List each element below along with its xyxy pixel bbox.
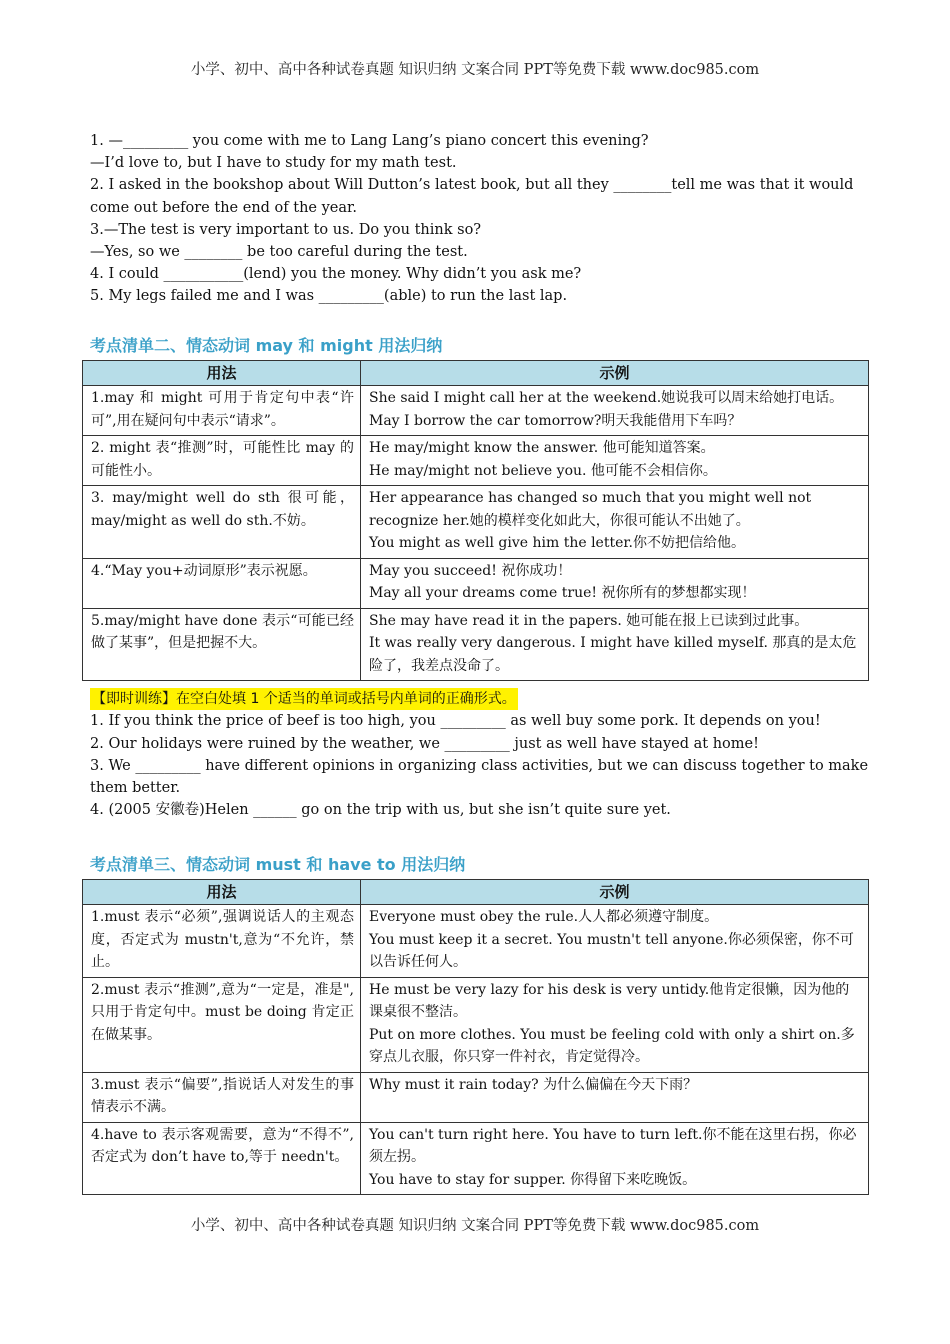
may-might-table [82, 360, 869, 681]
example-line: He must be very lazy for his desk is very untidy.他肯定很懒，因为他的课桌很不整洁。 [369, 981, 850, 1020]
example-line: May I borrow the car tomorrow?明天我能借用下车吗？ [369, 412, 742, 429]
example-line: Her appearance has changed so much that you might well not recognize her.她的模样变化如此大，你很可能认不出她了。 [369, 490, 812, 529]
example-cell [361, 1122, 869, 1195]
column-header-example: 示例 [361, 880, 869, 905]
exercise-line: 2. I asked in the bookshop about Will Dutton’s latest book, but all they ________tell me was that it would come out before the end of the year. [90, 177, 854, 216]
exercise-line: —I’d love to, but I have to study for my math test. [90, 155, 457, 172]
exercise-line: —Yes, so we ________ be too careful during the test. [90, 244, 468, 261]
example-line: You might as well give him the letter.你不妨把信给他。 [369, 535, 745, 551]
example-cell [361, 1072, 869, 1122]
page-header: 小学、初中、高中各种试卷真题 知识归纳 文案合同 PPT等免费下载 www.doc985.com [190, 62, 760, 78]
exercise-line: 4. I could ___________(lend) you the money. Why didn’t you ask me? [90, 266, 582, 283]
table-row [83, 608, 869, 681]
table-row [83, 386, 869, 436]
example-line: Why must it rain today? 为什么偏偏在今天下雨？ [369, 1076, 698, 1093]
example-cell [361, 386, 869, 436]
usage-cell: 2.must 表示“推测”,意为“一定是，准是",只用于肯定句中。must be doing 肯定正在做某事。 [83, 977, 361, 1072]
example-line: You can't turn right here. You have to turn left.你不能在这里右拐，你必须左拐。 [369, 1126, 857, 1165]
example-cell [361, 486, 869, 559]
example-line: You must keep it a secret. You mustn't tell anyone.你必须保密，你不可以告诉任何人。 [369, 931, 854, 970]
usage-cell: 1.may 和 might 可用于肯定句中表“许可”,用在疑问句中表示“请求”。 [83, 386, 361, 436]
section-3-title: 考点清单三、情态动词 must 和 have to 用法归纳 [90, 855, 466, 874]
usage-cell: 3.must 表示“偏要”,指说话人对发生的事情表示不满。 [83, 1072, 361, 1122]
column-header-usage: 用法 [83, 880, 361, 905]
section-2-title: 考点清单二、情态动词 may 和 might 用法归纳 [90, 336, 443, 355]
drill-title: 【即时训练】在空白处填 1 个适当的单词或括号内单词的正确形式。 [90, 688, 518, 710]
drill-item: 2. Our holidays were ruined by the weather, we _________ just as well have stayed at home! [90, 735, 759, 752]
example-cell [361, 608, 869, 681]
usage-cell: 5.may/might have done 表示“可能已经做了某事”，但是把握不大。 [83, 608, 361, 681]
drill-item: 3. We _________ have different opinions in organizing class activities, but we can discuss together to make them better. [90, 757, 869, 797]
example-line: May you succeed! 祝你成功！ [369, 562, 572, 579]
table-row [83, 436, 869, 486]
drill-item: 1. If you think the price of beef is too high, you _________ as well buy some pork. It depends on you! [90, 713, 821, 730]
exercise-line: 5. My legs failed me and I was _________(able) to run the last lap. [90, 288, 568, 305]
example-line: May all your dreams come true! 祝你所有的梦想都实现！ [369, 585, 756, 601]
usage-cell: 3. may/might well do sth 很可能，may/might as well do sth.不妨。 [83, 486, 361, 559]
example-cell [361, 977, 869, 1072]
example-line: He may/might know the answer. 他可能知道答案。 [369, 440, 715, 456]
usage-cell: 2. might 表“推测”时，可能性比 may 的可能性小。 [83, 436, 361, 486]
column-header-usage: 用法 [83, 361, 361, 386]
example-line: She may have read it in the papers. 她可能在报上已读到过此事。 [369, 612, 809, 629]
example-line: Everyone must obey the rule.人人都必须遵守制度。 [369, 909, 719, 925]
must-have-to-table [82, 879, 869, 1195]
drill-block [90, 688, 870, 822]
example-line: She said I might call her at the weekend.她说我可以周末给她打电话。 [369, 390, 844, 406]
example-line: He may/might not believe you. 他可能不会相信你。 [369, 462, 717, 479]
exercise-block-1 [90, 130, 870, 308]
example-line: Put on more clothes. You must be feeling cold with only a shirt on.多穿点儿衣服，你只穿一件衬衣，肯定觉得冷。 [369, 1026, 855, 1065]
usage-cell: 1.must 表示“必须”,强调说话人的主观态度，否定式为 mustn't,意为“不允许，禁止。 [83, 905, 361, 978]
example-cell [361, 436, 869, 486]
exercise-line: 3.—The test is very important to us. Do you think so? [90, 221, 482, 238]
example-cell [361, 905, 869, 978]
exercise-line: 1. —_________ you come with me to Lang Lang’s piano concert this evening? [90, 133, 649, 149]
table-row [83, 1122, 869, 1195]
usage-cell: 4.have to 表示客观需要，意为“不得不”,否定式为 don’t have to,等于 needn't。 [83, 1122, 361, 1195]
example-line: You have to stay for supper. 你得留下来吃晚饭。 [369, 1171, 697, 1188]
example-line: It was really very dangerous. I might have killed myself. 那真的是太危险了，我差点没命了。 [369, 635, 857, 674]
table-row [83, 905, 869, 978]
example-cell [361, 558, 869, 608]
column-header-example: 示例 [361, 361, 869, 386]
table-row [83, 486, 869, 559]
table-row [83, 977, 869, 1072]
usage-cell: 4.“May you+动词原形”表示祝愿。 [83, 558, 361, 608]
table-row [83, 1072, 869, 1122]
page-footer: 小学、初中、高中各种试卷真题 知识归纳 文案合同 PPT等免费下载 www.doc985.com [190, 1218, 760, 1234]
table-row [83, 558, 869, 608]
drill-item: 4. (2005 安徽卷)Helen ______ go on the trip with us, but she isn’t quite sure yet. [90, 802, 671, 819]
